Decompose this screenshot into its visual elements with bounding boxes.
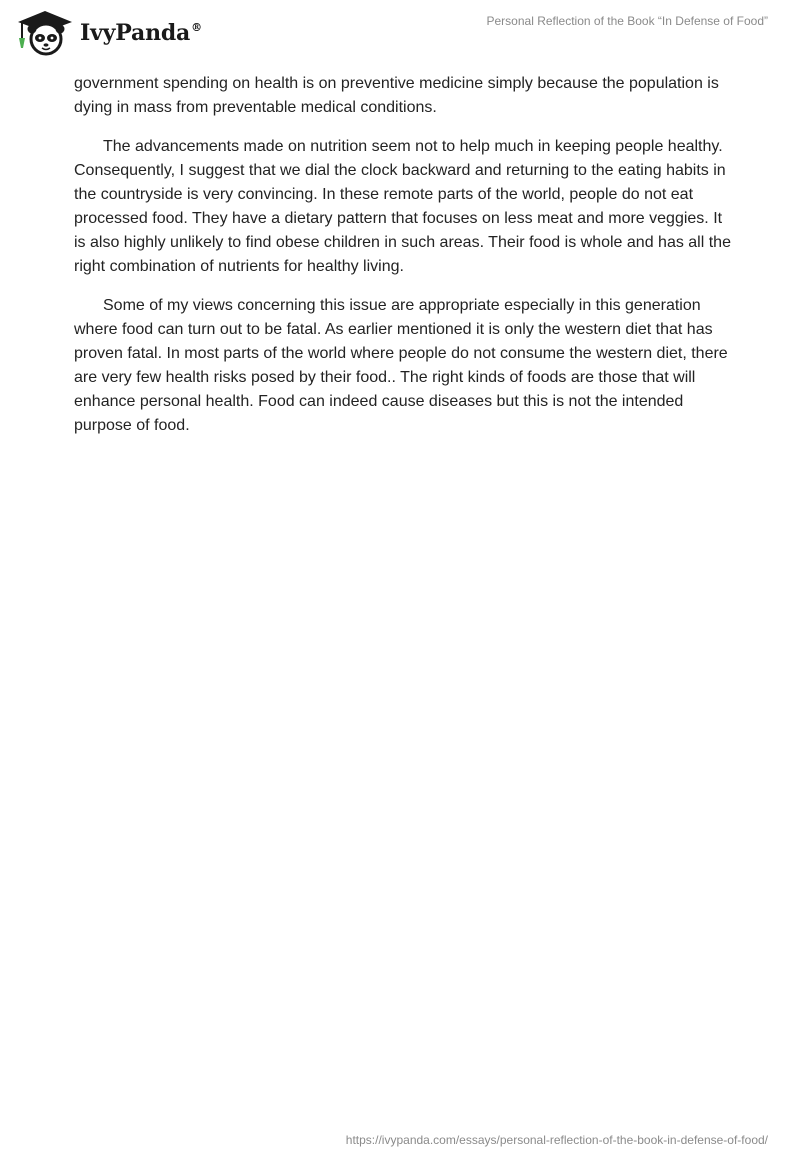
running-title: Personal Reflection of the Book “In Defense of Food” — [486, 14, 768, 28]
paragraph: The advancements made on nutrition seem not to help much in keeping people healthy. Consequently, I suggest that we dial the clock backward and returning to the eating habits in the countryside is very convincing. In these remote parts of the world, people do not eat processed food. They have a dietary pattern that focuses on less meat and more veggies. It is also highly unlikely to find obese children in such areas. Their food is whole and has all the right combination of nutrients for healthy living. — [74, 138, 731, 275]
ivypanda-logo[interactable] — [16, 8, 202, 56]
essay-body — [74, 72, 734, 453]
paragraph: government spending on health is on preventive medicine simply because the population is dying in mass from preventable medical conditions. — [74, 75, 719, 116]
paragraph: Some of my views concerning this issue are appropriate especially in this generation where food can turn out to be fatal. As earlier mentioned it is only the western diet that has proven fatal. In most parts of the world where people do not consume the western diet, there are very few health risks posed by their food.. The right kinds of foods are those that will enhance personal health. Food can indeed cause diseases but this is not the intended purpose of food. — [74, 297, 728, 434]
logo-wordmark: IvyPanda® — [80, 20, 202, 46]
panda-graduate-icon — [16, 8, 74, 56]
source-url[interactable]: https://ivypanda.com/essays/personal-reflection-of-the-book-in-defense-of-food/ — [345, 1133, 768, 1147]
registered-mark: ® — [191, 21, 202, 34]
